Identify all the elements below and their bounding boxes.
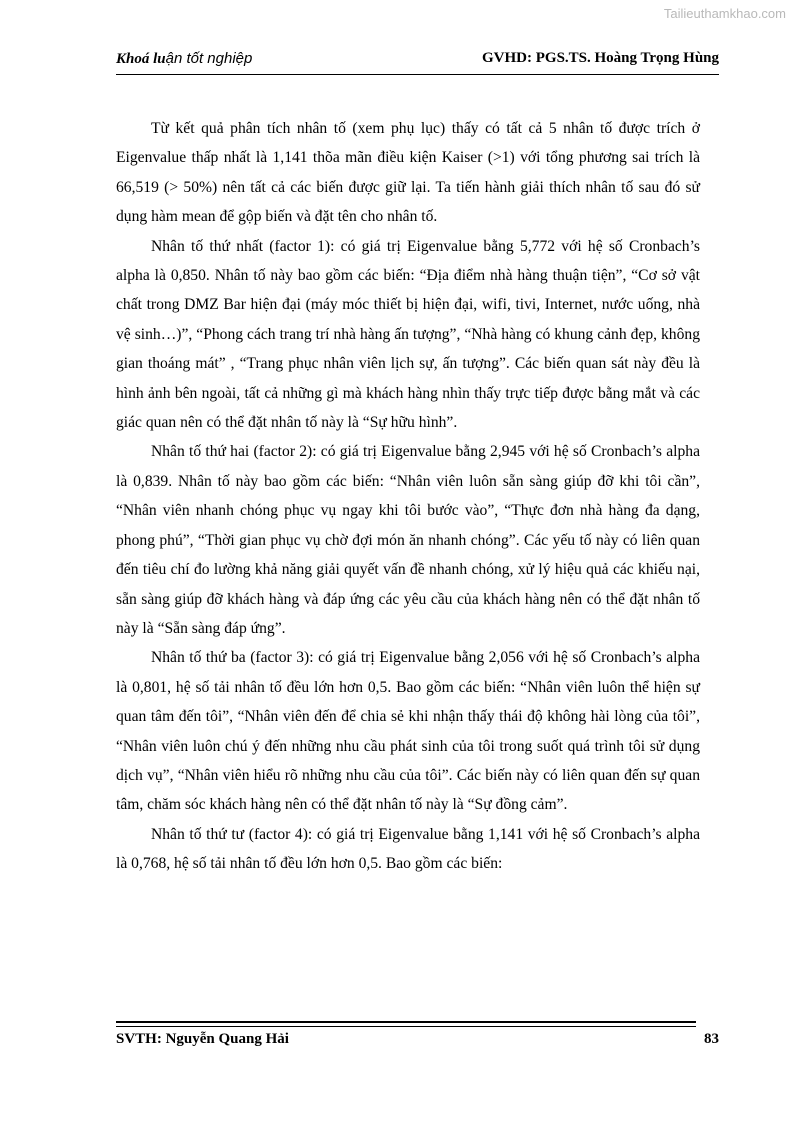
header-rule — [116, 74, 719, 75]
header-title — [116, 50, 252, 68]
page-header — [116, 50, 719, 74]
paragraph: Nhân tố thứ ba (factor 3): có giá trị Eigenvalue bằng 2,056 với hệ số Cronbach’s alpha là 0,801, hệ số tải nhân tố đều lớn hơn 0,5. Bao gồm các biến: “Nhân viên luôn thể hiện sự quan tâm đến tôi”, “Nhân viên đến để chia sẻ khi nhận thấy thái độ không hài lòng của tôi”, “Nhân viên luôn chú ý đến những nhu cầu phát sinh của tôi trong suốt quá trình tôi sử dụng dịch vụ”, “Nhân viên hiểu rõ những nhu cầu của tôi”. Các biến này có liên quan đến sự quan tâm, chăm sóc khách hàng nên có thể đặt nhân tố này là “Sự đồng cảm”. — [116, 649, 700, 814]
header-advisor: GVHD: PGS.TS. Hoàng Trọng Hùng — [482, 50, 719, 66]
paragraph: Từ kết quả phân tích nhân tố (xem phụ lục) thấy có tất cả 5 nhân tố được trích ở Eigenvalue thấp nhất là 1,141 thõa mãn điều kiện Kaiser (>1) với tổng phương sai trích là 66,519 (> 50%) nên tất cả các biến được giữ lại. Ta tiến hành giải thích nhân tố sau đó sử dụng hàm mean để gộp biến và đặt tên cho nhân tố. — [116, 120, 700, 226]
document-body — [116, 114, 700, 879]
footer-author: SVTH: Nguyễn Quang Hải — [116, 1031, 289, 1047]
page-number: 83 — [704, 1031, 719, 1047]
paragraph: Nhân tố thứ nhất (factor 1): có giá trị Eigenvalue bằng 5,772 với hệ số Cronbach’s alpha là 0,850. Nhân tố này bao gồm các biến: “Địa điểm nhà hàng thuận tiện”, “Cơ sở vật chất trong DMZ Bar hiện đại (máy móc thiết bị hiện đại, wifi, tivi, Internet, nước uống, nhà vệ sinh…)”, “Phong cách trang trí nhà hàng ấn tượng”, “Nhà hàng có khung cảnh đẹp, không gian thoáng mát” , “Trang phục nhân viên lịch sự, ấn tượng”. Các biến quan sát này đều là hình ảnh bên ngoài, tất cả những gì mà khách hàng nhìn thấy trực tiếp được bằng mắt và các giác quan nên có thể đặt nhân tố này là “Sự hữu hình”. — [116, 237, 700, 432]
footer-rule-thin — [116, 1026, 696, 1027]
header-title-italic: Khoá lu — [116, 51, 166, 67]
paragraph: Nhân tố thứ tư (factor 4): có giá trị Eigenvalue bằng 1,141 với hệ số Cronbach’s alpha là 0,768, hệ số tải nhân tố đều lớn hơn 0,5. Bao gồm các biến: — [116, 825, 700, 873]
footer-rule-thick — [116, 1021, 696, 1023]
paragraph: Nhân tố thứ hai (factor 2): có giá trị Eigenvalue bằng 2,945 với hệ số Cronbach’s alpha là 0,839. Nhân tố này bao gồm các biến: “Nhân viên luôn sẵn sàng giúp đỡ khi tôi cần”, “Nhân viên nhanh chóng phục vụ ngay khi tôi bước vào”, “Thực đơn nhà hàng đa dạng, phong phú”, “Thời gian phục vụ chờ đợi món ăn nhanh chóng”. Các yếu tố này có liên quan đến tiêu chí đo lường khả năng giải quyết vấn đề nhanh chóng, xử lý hiệu quả các khiếu nại, sẵn sàng giúp đỡ khách hàng và đáp ứng các yêu cầu của khách hàng nên có thể đặt nhân tố này là “Sẵn sàng đáp ứng”. — [116, 443, 700, 637]
watermark: Tailieuthamkhao.com — [663, 6, 786, 21]
header-title-rest: ận tốt nghiệp — [165, 50, 253, 67]
